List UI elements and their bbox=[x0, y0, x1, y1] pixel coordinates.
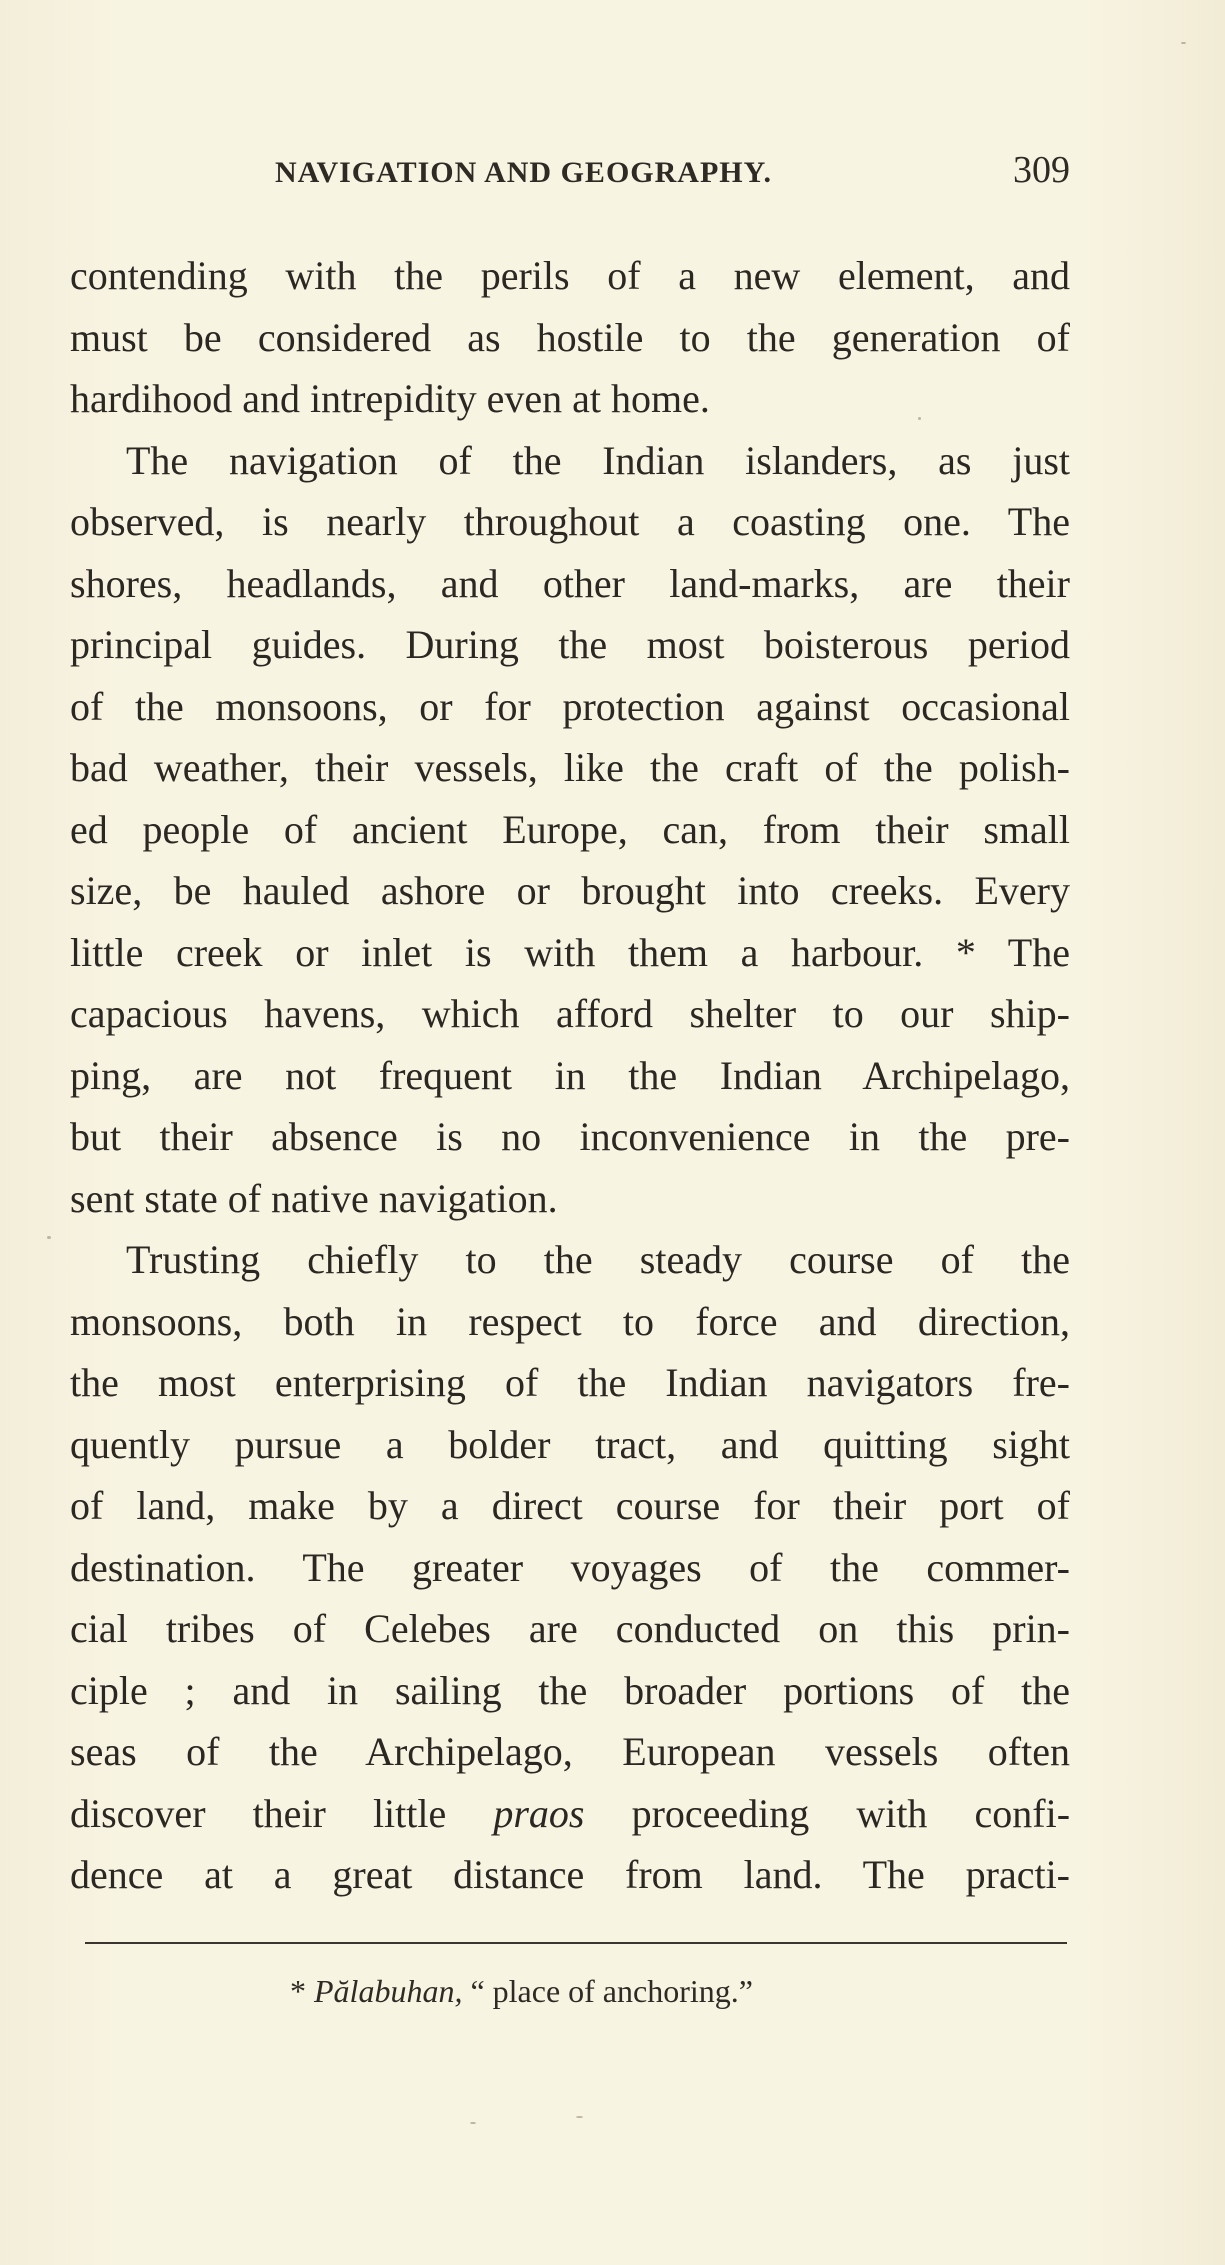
footnote-term: Pălabuhan, bbox=[314, 1973, 463, 2009]
text-line: little creek or inlet is with them a harbour. * The bbox=[70, 929, 1070, 975]
line-segment: proceeding with confi- bbox=[631, 1790, 1071, 1836]
text-line: shores, headlands, and other land-marks, are their bbox=[70, 560, 1070, 606]
text-line: must be considered as hostile to the generation of bbox=[70, 314, 1070, 360]
footnote-rule bbox=[85, 1942, 1067, 1944]
text-line: destination. The greater voyages of the commer- bbox=[70, 1544, 1070, 1590]
text-line: Trusting chiefly to the steady course of the bbox=[126, 1237, 1070, 1282]
text-line: contending with the perils of a new element, and bbox=[70, 253, 1070, 298]
text-line: the most enterprising of the Indian navigators fre- bbox=[70, 1360, 1070, 1405]
page-header bbox=[275, 150, 1070, 198]
text-line: seas of the Archipelago, European vessels often bbox=[70, 1729, 1070, 1774]
line-segment: discover their little bbox=[70, 1790, 447, 1836]
text-line: cial tribes of Celebes are conducted on this prin- bbox=[70, 1606, 1070, 1651]
text-line: ping, are not frequent in the Indian Archipelago, bbox=[70, 1052, 1070, 1098]
footnote-marker: * bbox=[290, 1973, 306, 2009]
paper-speck bbox=[47, 1236, 51, 1239]
running-head: NAVIGATION AND GEOGRAPHY. bbox=[275, 156, 773, 189]
text-line: of the monsoons, or for protection against occasional bbox=[70, 683, 1070, 729]
body-text bbox=[70, 245, 1070, 1906]
text-line: but their absence is no inconvenience in the pre- bbox=[70, 1114, 1070, 1159]
footnote bbox=[290, 1973, 753, 2010]
text-line: hardihood and intrepidity even at home. bbox=[70, 376, 710, 421]
text-line: dence at a great distance from land. The practi- bbox=[70, 1852, 1070, 1897]
paper-speck bbox=[918, 417, 921, 420]
text-line bbox=[70, 1783, 1070, 1845]
text-line: size, be hauled ashore or brought into creeks. Every bbox=[70, 868, 1070, 913]
page-number: 309 bbox=[1013, 149, 1070, 191]
text-line: monsoons, both in respect to force and direction, bbox=[70, 1298, 1070, 1344]
text-line: of land, make by a direct course for their port of bbox=[70, 1483, 1070, 1528]
footnote-gloss: “ place of anchoring.” bbox=[470, 1973, 753, 2009]
italic-term: praos bbox=[493, 1790, 585, 1836]
text-line: bad weather, their vessels, like the craft of the polish- bbox=[70, 745, 1070, 790]
text-line: capacious havens, which afford shelter to our ship- bbox=[70, 991, 1070, 1036]
text-line: sent state of native navigation. bbox=[70, 1175, 558, 1221]
paper-speck bbox=[1181, 42, 1186, 44]
text-line: observed, is nearly throughout a coasting one. The bbox=[70, 499, 1070, 544]
text-line: The navigation of the Indian islanders, as just bbox=[126, 437, 1070, 483]
text-line: principal guides. During the most boisterous period bbox=[70, 622, 1070, 667]
paper-speck bbox=[576, 2116, 583, 2118]
paper-speck bbox=[470, 2122, 476, 2124]
text-line: ciple ; and in sailing the broader portions of the bbox=[70, 1667, 1070, 1713]
text-line: ed people of ancient Europe, can, from their small bbox=[70, 806, 1070, 852]
text-line: quently pursue a bolder tract, and quitting sight bbox=[70, 1421, 1070, 1467]
